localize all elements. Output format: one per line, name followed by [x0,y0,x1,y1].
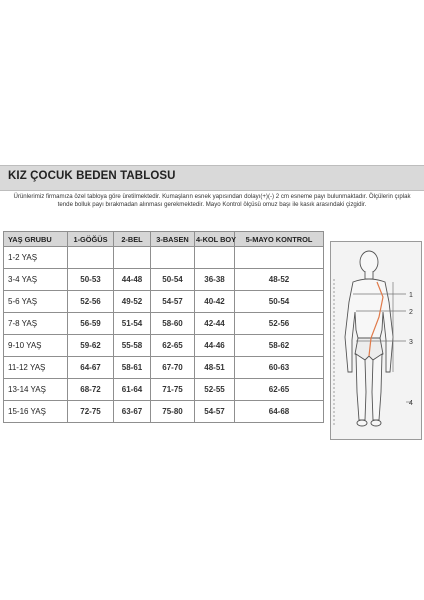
hip-cell: 58-60 [151,313,195,335]
table-row [4,291,324,313]
arm-length-cell: 36-38 [195,269,235,291]
table-row [4,313,324,335]
hip-cell [151,247,195,269]
age-cell: 5-6 YAŞ [4,291,68,313]
left-foot-shape [357,420,367,426]
chest-cell: 68-72 [68,379,114,401]
right-foot-shape [371,420,381,426]
table-row [4,335,324,357]
waist-cell: 55-58 [114,335,151,357]
arm-length-cell: 54-57 [195,401,235,423]
table-row [4,401,324,423]
header-cell-arm-length: 4-KOL BOY [195,232,235,247]
table-row [4,379,324,401]
header-cell-swimsuit-control: 5-MAYO KONTROL [235,232,324,247]
chest-cell: 72-75 [68,401,114,423]
age-cell: 7-8 YAŞ [4,313,68,335]
swimsuit-control-cell: 52-56 [235,313,324,335]
hip-cell: 75-80 [151,401,195,423]
hip-cell: 71-75 [151,379,195,401]
table-row [4,247,324,269]
table-row [4,357,324,379]
header-cell-hip: 3-BASEN [151,232,195,247]
arm-length-cell [195,247,235,269]
arm-length-cell: 52-55 [195,379,235,401]
torso-shape [345,279,393,372]
waist-cell: 51-54 [114,313,151,335]
waist-cell: 58-61 [114,357,151,379]
waist-cell: 61-64 [114,379,151,401]
arm-length-cell: 44-46 [195,335,235,357]
header-cell-age-group: YAŞ GRUBU [4,232,68,247]
hip-cell: 50-54 [151,269,195,291]
age-cell: 9-10 YAŞ [4,335,68,357]
body-silhouette-illustration [331,242,421,439]
page-title: KIZ ÇOCUK BEDEN TABLOSU [8,170,176,182]
description-text: Ürünlerimiz firmamıza özel tabloya göre üretilmektedir. Kumaşların esnek yapısından dolayı(+)(-) 2 cm esneme payı bulunmaktadır. Ölçülerin çıplak tende bolluk payı bırakmadan alınması gerekmektedir. Mayo Kontrol ölçüsü omuz başı ile kasık arasındaki çizgidir. [13,193,411,209]
table-row [4,269,324,291]
hip-cell: 62-65 [151,335,195,357]
marker-3-label: 3 [409,339,413,346]
swimsuit-control-cell: 48-52 [235,269,324,291]
chest-cell: 59-62 [68,335,114,357]
swimsuit-control-cell [235,247,324,269]
chest-cell: 50-53 [68,269,114,291]
marker-2-label: 2 [409,309,413,316]
chest-cell [68,247,114,269]
marker-1-label: 1 [409,292,413,299]
age-cell: 13-14 YAŞ [4,379,68,401]
age-cell: 1-2 YAŞ [4,247,68,269]
swimsuit-control-cell: 50-54 [235,291,324,313]
swimsuit-control-cell: 62-65 [235,379,324,401]
chest-cell: 52-56 [68,291,114,313]
measurement-figure [330,241,422,440]
right-leg-shape [372,354,382,420]
waist-cell: 44-48 [114,269,151,291]
header-row [4,232,324,247]
title-bar [0,165,424,191]
neck-shape [365,272,373,279]
arm-length-cell: 42-44 [195,313,235,335]
header-cell-chest: 1-GÖĞÜS [68,232,114,247]
swimsuit-control-cell: 60-63 [235,357,324,379]
chest-cell: 64-67 [68,357,114,379]
age-cell: 3-4 YAŞ [4,269,68,291]
waist-cell [114,247,151,269]
left-leg-shape [356,354,366,420]
table-header [4,232,324,247]
table-body [4,247,324,423]
age-cell: 15-16 YAŞ [4,401,68,423]
waist-cell: 49-52 [114,291,151,313]
age-cell: 11-12 YAŞ [4,357,68,379]
swimsuit-control-cell: 58-62 [235,335,324,357]
chest-cell: 56-59 [68,313,114,335]
swimsuit-control-cell: 64-68 [235,401,324,423]
hip-cell: 67-70 [151,357,195,379]
size-table [3,231,324,423]
marker-4-label: 4 [409,400,413,407]
arm-length-cell: 40-42 [195,291,235,313]
header-cell-waist: 2-BEL [114,232,151,247]
arm-length-cell: 48-51 [195,357,235,379]
head-shape [360,251,378,273]
waist-cell: 63-67 [114,401,151,423]
hip-cell: 54-57 [151,291,195,313]
